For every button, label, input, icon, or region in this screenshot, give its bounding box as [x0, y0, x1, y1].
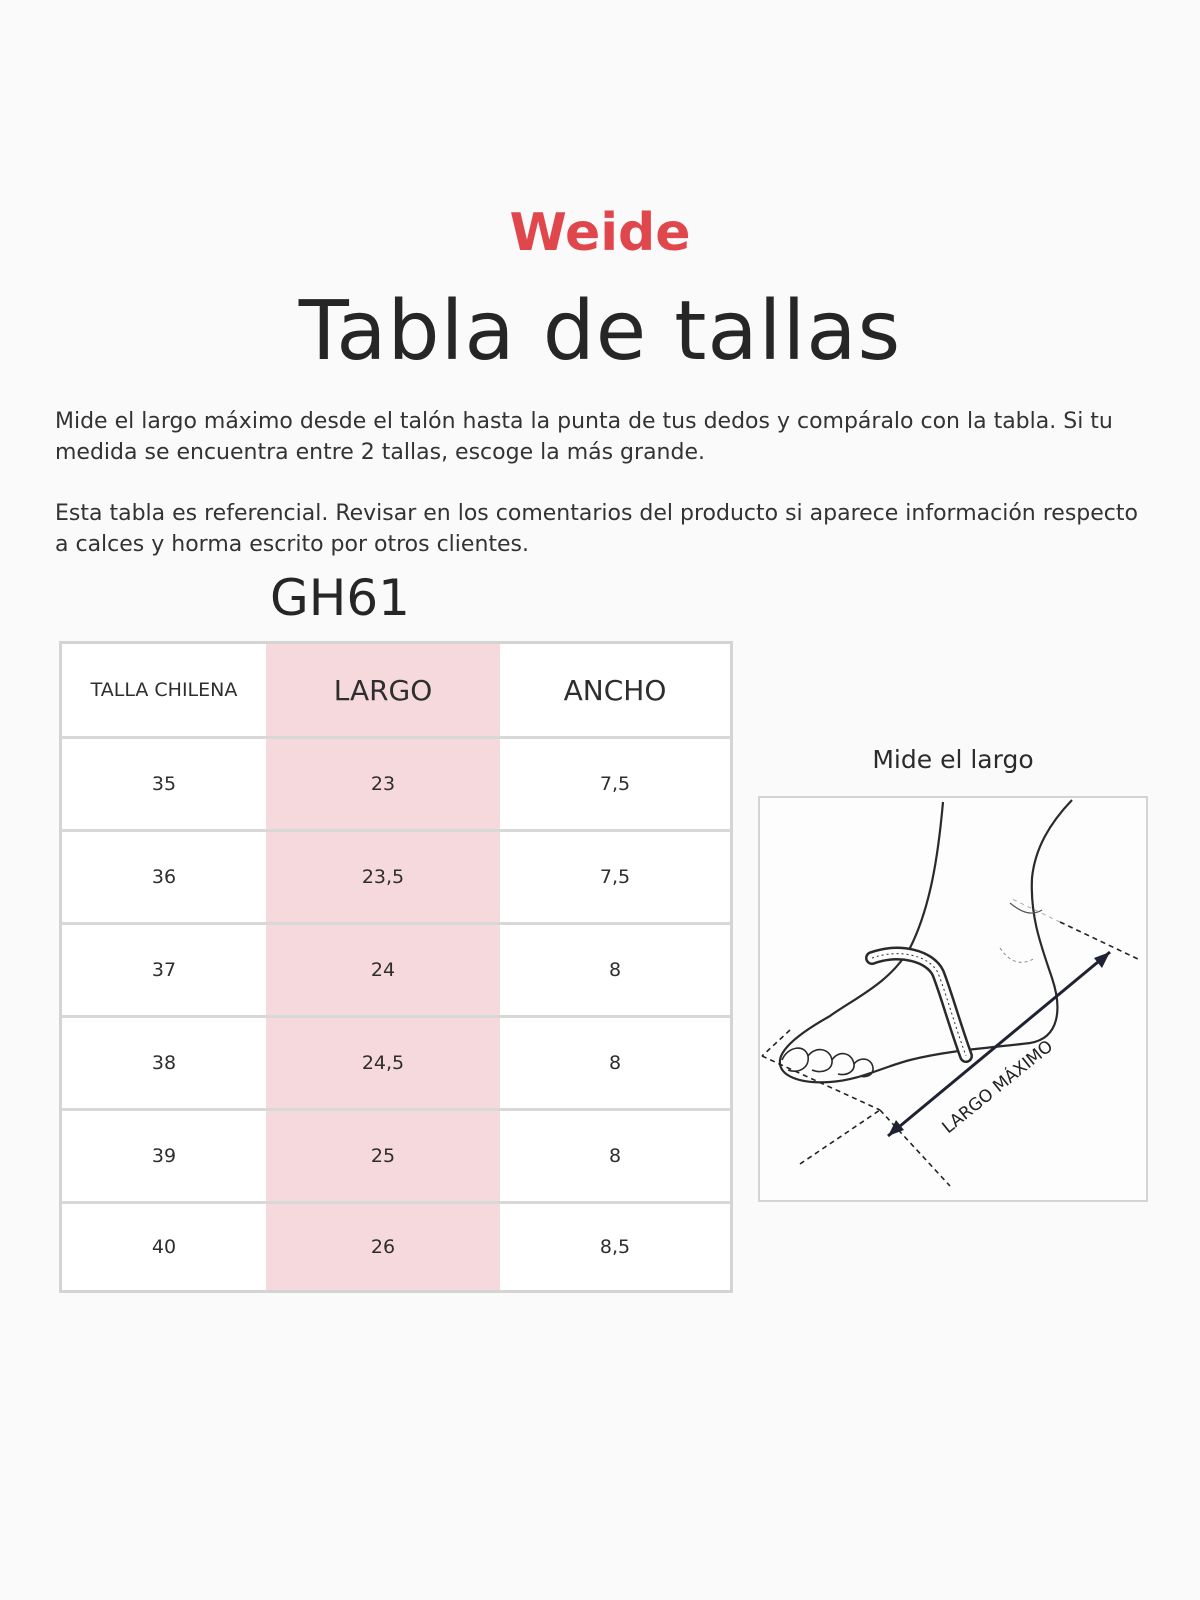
measure-label: LARGO MÁXIMO — [938, 1036, 1058, 1138]
cell-largo: 24 — [266, 924, 500, 1017]
weide-logo-icon — [500, 198, 700, 268]
cell-ancho: 8,5 — [599, 1236, 631, 1258]
page-title: Tabla de tallas — [298, 284, 902, 379]
cell-talla: 37 — [62, 924, 266, 1017]
cell-largo: 23 — [266, 738, 500, 831]
table-row — [62, 924, 730, 1017]
instructions-paragraph: Mide el largo máximo desde el talón hasta la punta de tus dedos y compáralo con la tabla. Si tu medida se encuentra entre 2 tallas, escoge la más grande. — [55, 409, 1113, 465]
brand-logo — [0, 198, 1200, 268]
cell-ancho: 8 — [500, 1110, 730, 1203]
cell-ancho: 8 — [500, 1017, 730, 1110]
foot-measure-icon — [760, 798, 1146, 1200]
cell-talla: 40 — [151, 1236, 177, 1258]
foot-illustration — [758, 796, 1148, 1202]
table-row — [62, 1203, 730, 1291]
cell-largo: 23,5 — [266, 831, 500, 924]
cell-talla: 39 — [62, 1110, 266, 1203]
header-talla: TALLA CHILENA — [62, 644, 266, 738]
table-row — [62, 831, 730, 924]
header-largo: LARGO — [266, 644, 500, 738]
cell-ancho: 7,5 — [500, 831, 730, 924]
table-row — [62, 1110, 730, 1203]
size-table — [59, 641, 733, 1293]
cell-ancho: 8 — [500, 924, 730, 1017]
model-code: GH61 — [270, 569, 410, 627]
cell-largo: 26 — [266, 1203, 500, 1291]
table-row — [62, 1017, 730, 1110]
cell-talla: 38 — [62, 1017, 266, 1110]
header-ancho: ANCHO — [500, 644, 730, 738]
cell-ancho: 7,5 — [500, 738, 730, 831]
cell-largo: 24,5 — [266, 1017, 500, 1110]
table-row — [62, 738, 730, 831]
illustration-label: Mide el largo — [872, 745, 1034, 774]
disclaimer-paragraph: Esta tabla es referencial. Revisar en los comentarios del producto si aparece información respecto a calces y horma escrito por otros clientes. — [55, 501, 1138, 557]
cell-talla: 36 — [62, 831, 266, 924]
cell-largo: 25 — [266, 1110, 500, 1203]
logo-text: Weide — [509, 203, 691, 263]
cell-talla: 35 — [62, 738, 266, 831]
table-header-row — [62, 644, 730, 738]
